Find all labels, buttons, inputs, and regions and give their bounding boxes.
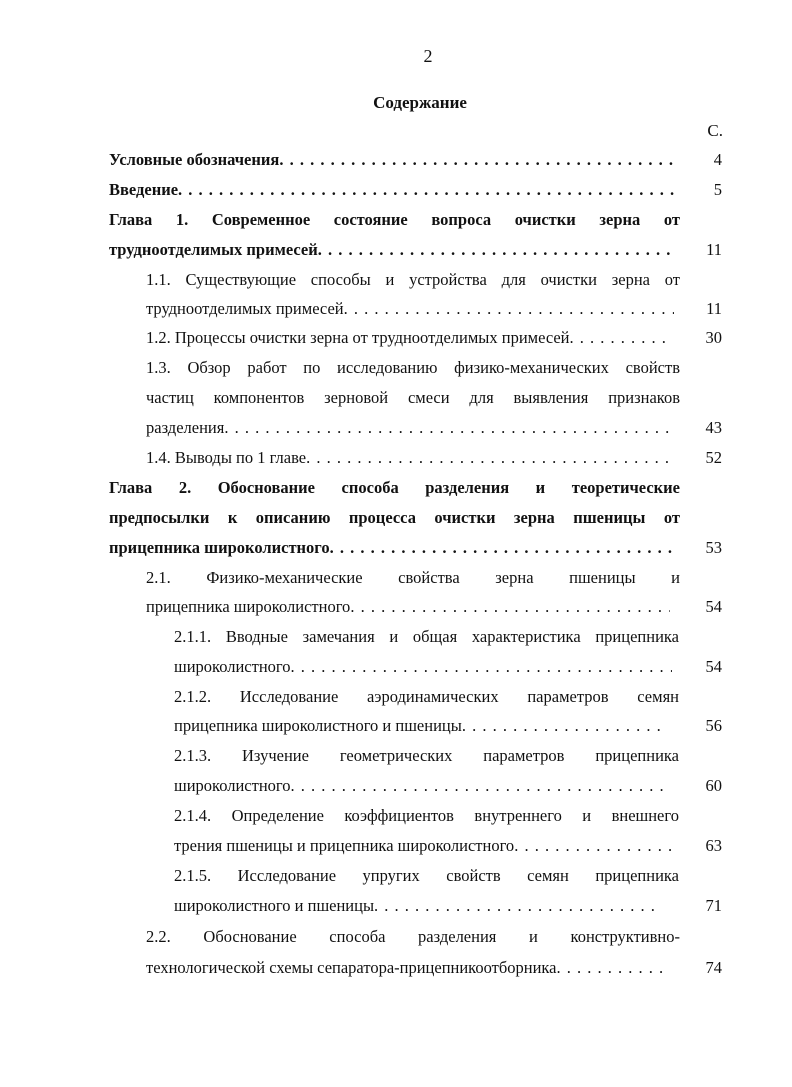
toc-entry-line: 1.1. Существующие способы и устройства для очистки зерна от — [146, 270, 680, 289]
toc-entry-line: Глава 2. Обоснование способа разделения и теоретические — [109, 478, 680, 497]
toc-page-number: 60 — [705, 776, 722, 795]
toc-page-number: 11 — [706, 299, 722, 318]
toc-page-number: 43 — [705, 418, 722, 437]
toc-page-number: 52 — [705, 448, 722, 467]
toc-entry-line: 2.1.2. Исследование аэродинамических параметров семян — [174, 687, 679, 706]
toc-entry-line: прицепника широколистного . . . — [146, 592, 670, 622]
toc-entry-line: прицепника широколистного и пшеницы . . . — [174, 711, 666, 741]
toc-entry-line: технологической схемы сепаратора-прицепникоотборника . . . — [146, 953, 670, 983]
toc-entry-line: широколистного . . . — [174, 771, 669, 801]
toc-title: Содержание — [373, 93, 467, 112]
toc-page-number: 4 — [713, 150, 722, 169]
toc-page-number: 63 — [705, 836, 722, 855]
page-number: 2 — [423, 46, 433, 66]
toc-page-number: 56 — [705, 716, 722, 735]
toc-entry-line: трудноотделимых примесей . . . — [109, 235, 674, 265]
toc-entry-line: 2.1.3. Изучение геометрических параметров прицепника — [174, 746, 679, 765]
toc-page-number: 54 — [705, 597, 722, 616]
toc-entry-line: предпосылки к описанию процесса очистки зерна пшеницы от — [109, 508, 680, 527]
toc-page-number: 71 — [705, 896, 722, 915]
toc-page-number: 5 — [713, 180, 722, 199]
toc-page-number: 74 — [705, 958, 722, 977]
toc-entry-line: 2.1. Физико-механические свойства зерна пшеницы и — [146, 568, 680, 587]
toc-entry-line: трудноотделимых примесей . . . — [146, 294, 674, 324]
toc-entry-line: Введение . . . — [109, 175, 674, 205]
toc-entry-line: Глава 1. Современное состояние вопроса очистки зерна от — [109, 210, 680, 229]
toc-entry-line: прицепника широколистного . . . — [109, 533, 676, 563]
toc-entry-line: Условные обозначения . . . — [109, 145, 674, 175]
toc-entry-line: широколистного . . . — [174, 652, 672, 682]
toc-page-number: 11 — [706, 240, 722, 259]
toc-entry-line: трения пшеницы и прицепника широколистного . . . — [174, 831, 672, 861]
toc-page-number: 54 — [705, 657, 722, 676]
toc-entry-line: разделения . . . — [146, 413, 674, 443]
toc-page-number: 53 — [705, 538, 722, 557]
page-column-label: С. — [707, 121, 723, 140]
toc-entry-line: 1.3. Обзор работ по исследованию физико-механических свойств — [146, 358, 680, 377]
toc-page-number: 30 — [705, 328, 722, 347]
toc-entry-line: 1.2. Процессы очистки зерна от трудноотделимых примесей . . . — [146, 323, 668, 353]
toc-entry-line: 2.1.4. Определение коэффициентов внутреннего и внешнего — [174, 806, 679, 825]
toc-entry-line: частиц компонентов зерновой смеси для выявления признаков — [146, 388, 680, 407]
toc-entry-line: 2.2. Обоснование способа разделения и конструктивно- — [146, 927, 680, 946]
toc-entry-line: 2.1.1. Вводные замечания и общая характеристика прицепника — [174, 627, 679, 646]
toc-entry-line: 2.1.5. Исследование упругих свойств семян прицепника — [174, 866, 679, 885]
toc-entry-line: широколистного и пшеницы . . . — [174, 891, 662, 921]
toc-entry-line: 1.4. Выводы по 1 главе . . . — [146, 443, 670, 473]
